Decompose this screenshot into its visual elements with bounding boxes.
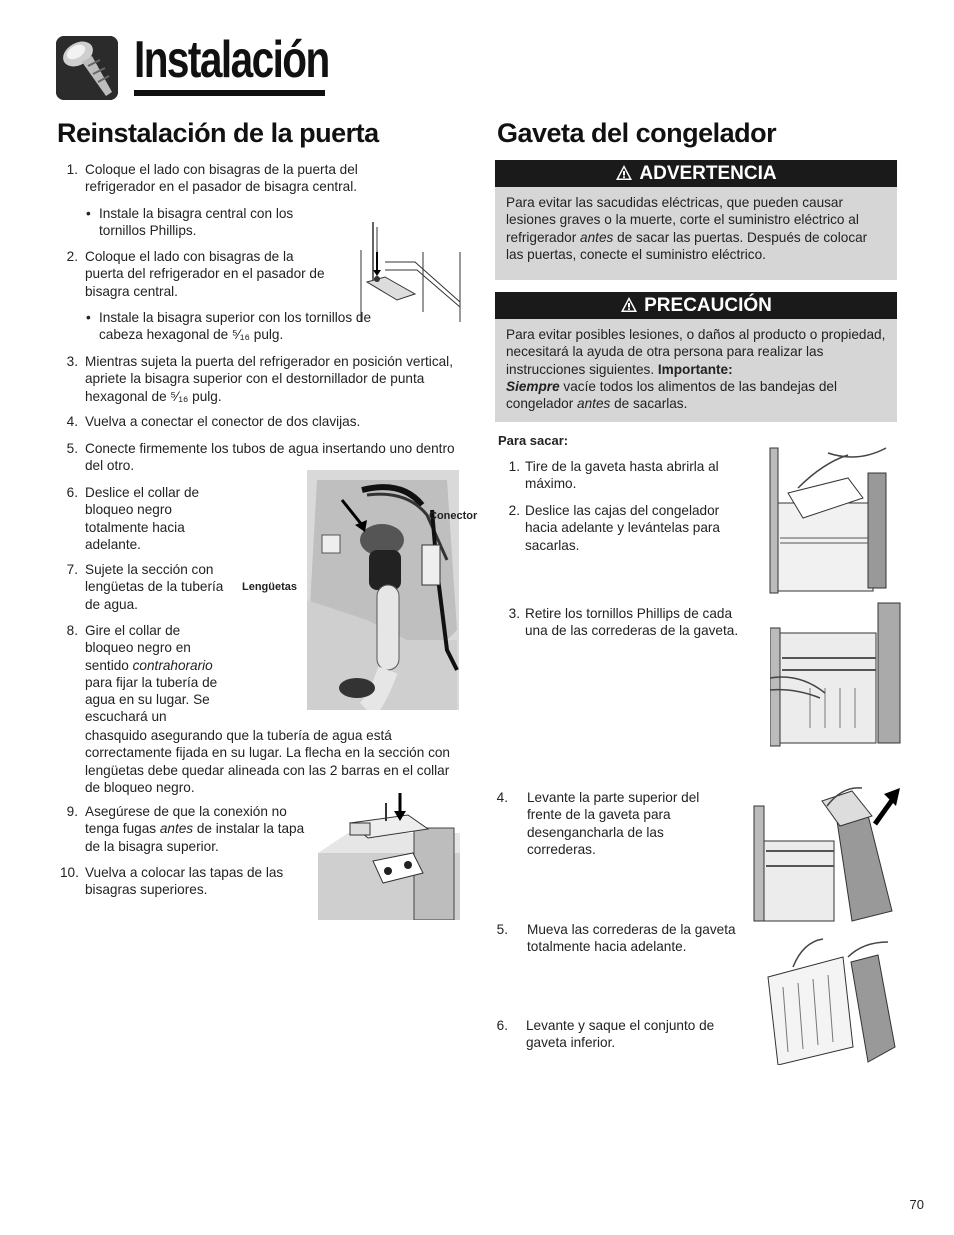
section-heading-door: Reinstalación de la puerta <box>57 118 379 148</box>
warning-header: ADVERTENCIA <box>495 160 897 187</box>
drawer-remove-figure <box>763 937 897 1065</box>
screw-logo-icon <box>56 36 118 100</box>
section-heading-drawer: Gaveta del congelador <box>497 118 777 148</box>
warning-text: Para evitar las sacudidas eléctricas, que pueden causar lesiones graves o la muerte, corte el suministro eléctrico al refrigerador antes de sacar las puertas. Después de colocar las puertas, conecte el suministro eléctrico. <box>495 187 897 280</box>
water-tube-figure <box>242 470 478 710</box>
hinge-cover-figure <box>318 793 460 920</box>
label-connector: Conector <box>429 510 478 522</box>
remove-label: Para sacar: <box>498 433 569 448</box>
hinge-figure <box>355 222 465 327</box>
page-title: Instalación <box>134 31 329 89</box>
drawer-screws-figure <box>770 598 902 748</box>
warning-box <box>495 160 897 280</box>
caution-triangle-icon <box>620 296 638 313</box>
title-underline <box>134 90 325 96</box>
drawer-front-lift-figure <box>752 786 902 924</box>
caution-header: PRECAUCIÓN <box>495 292 897 319</box>
caution-text: Para evitar posibles lesiones, o daños al producto o propiedad, necesitará la ayuda de otra persona para realizar las instrucciones siguientes. Importante: Siempre vacíe todos los alimentos de las bandejas del congelador antes de sacarlas. <box>495 319 897 422</box>
label-tabs: Lengüetas <box>242 581 298 593</box>
caution-box <box>495 292 897 422</box>
drawer-open-figure <box>768 443 890 595</box>
warning-triangle-icon <box>615 164 633 181</box>
page-number: 70 <box>909 1197 924 1212</box>
